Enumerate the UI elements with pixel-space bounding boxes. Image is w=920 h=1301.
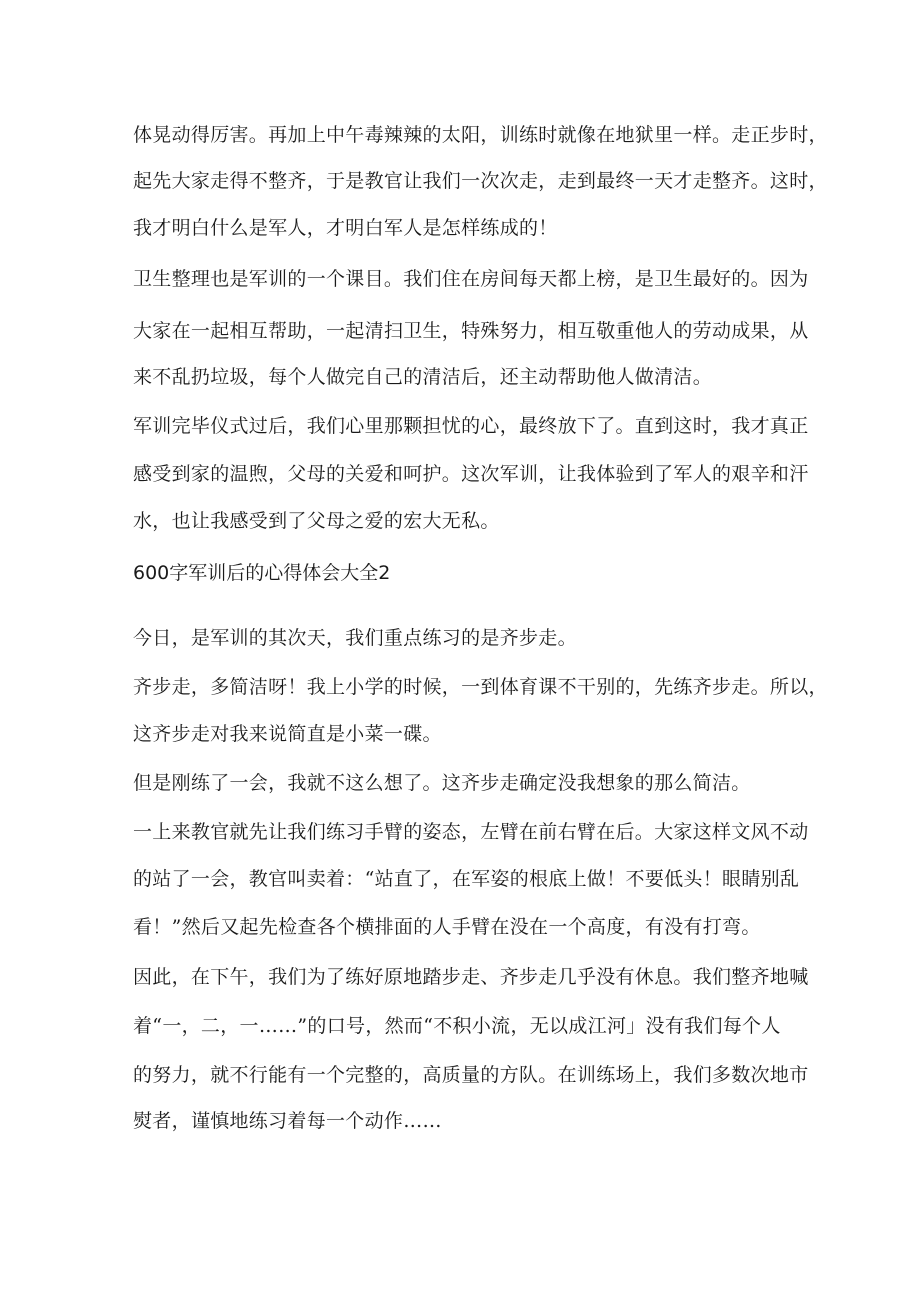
- paragraph-1-line-1: 体晃动得厉害。再加上中午毒辣辣的太阳，训练时就像在地狱里一样。走正步时，: [133, 124, 828, 146]
- paragraph-2-line-3: 来不乱扔垃圾，每个人做完自己的清洁后，还主动帮助他人做清洁。: [133, 366, 713, 388]
- paragraph-5-line-1: 齐步走，多简洁呀！我上小学的时候，一到体育课不干别的，先练齐步走。所以，: [133, 676, 828, 698]
- paragraph-4-line-1: 今日，是军训的其次天，我们重点练习的是齐步走。: [133, 627, 577, 649]
- paragraph-3-line-3: 水，也让我感受到了父母之爱的宏大无私。: [133, 510, 500, 532]
- paragraph-7-line-2: 的站了一会，教官叫卖着：“站直了，在军姿的根底上做！不要低头！眼睛别乱: [133, 868, 800, 890]
- paragraph-8-line-4: 熨者，谨慎地练习着每一个动作……: [133, 1110, 442, 1132]
- section-heading: 600字军训后的心得体会大全2: [133, 562, 391, 584]
- paragraph-2-line-1: 卫生整理也是军训的一个课目。我们住在房间每天都上榜，是卫生最好的。因为: [133, 268, 809, 290]
- paragraph-7-line-3: 看！”然后又起先检查各个横排面的人手臂在没在一个高度，有没有打弯。: [133, 916, 761, 938]
- paragraph-8-line-3: 的努力，就不行能有一个完整的，高质量的方队。在训练场上，我们多数次地市: [133, 1064, 809, 1086]
- paragraph-2-line-2: 大家在一起相互帮助，一起清扫卫生，特殊努力，相互敬重他人的劳动成果，从: [133, 320, 809, 342]
- paragraph-1-line-2: 起先大家走得不整齐，于是教官让我们一次次走，走到最终一天才走整齐。这时，: [133, 170, 828, 192]
- paragraph-8-line-1: 因此，在下午，我们为了练好原地踏步走、齐步走几乎没有休息。我们整齐地喊: [133, 966, 809, 988]
- paragraph-3-line-1: 军训完毕仪式过后，我们心里那颗担忧的心，最终放下了。直到这时，我才真正: [133, 415, 809, 437]
- paragraph-3-line-2: 感受到家的温煦，父母的关爱和呵护。这次军训，让我体验到了军人的艰辛和汗: [133, 463, 809, 485]
- paragraph-7-line-1: 一上来教官就先让我们练习手臂的姿态，左臂在前右臂在后。大家这样文风不动: [133, 821, 809, 843]
- paragraph-1-line-3: 我才明白什么是军人，才明白军人是怎样练成的！: [133, 217, 558, 239]
- paragraph-8-line-2: 着“一，二，一……”的口号，然而“不积小流，无以成江河」没有我们每个人: [133, 1015, 781, 1037]
- paragraph-5-line-2: 这齐步走对我来说简直是小菜一碟。: [133, 723, 442, 745]
- paragraph-6-line-1: 但是刚练了一会，我就不这么想了。这齐步走确定没我想象的那么简洁。: [133, 772, 751, 794]
